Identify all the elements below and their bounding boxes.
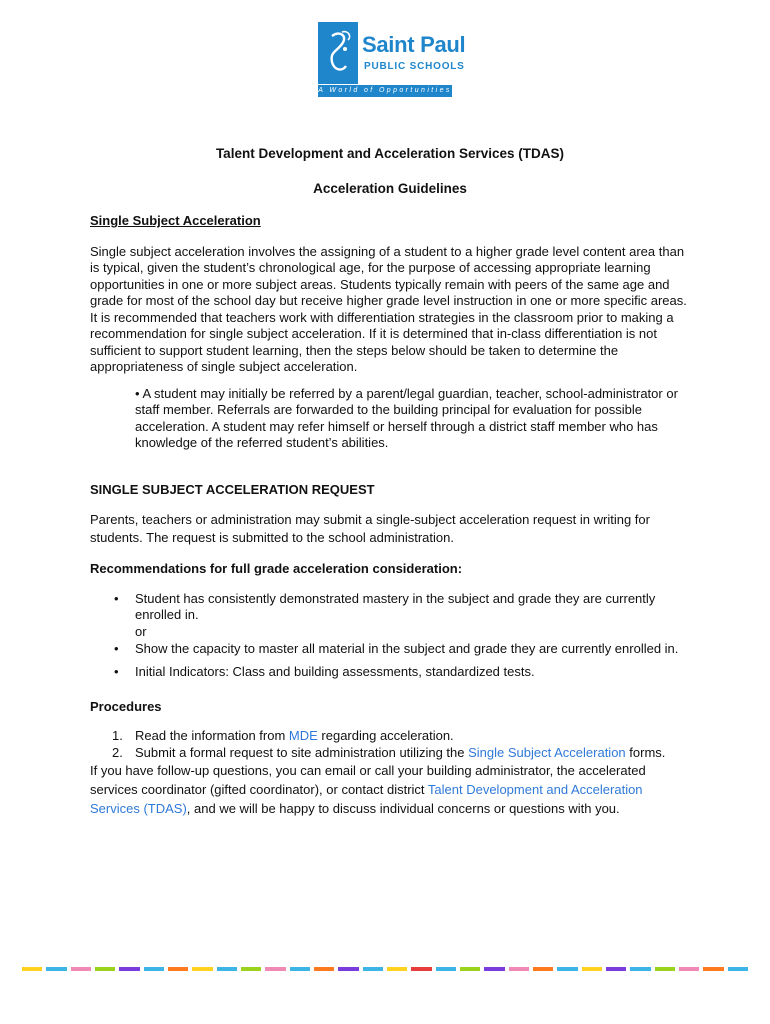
sp-emblem-icon (318, 22, 358, 84)
logo-subtitle: PUBLIC SCHOOLS (364, 61, 465, 72)
closing-paragraph (90, 761, 690, 818)
footer-segment (606, 967, 626, 971)
logo (318, 22, 466, 98)
logo-tagline: A World of Opportunities (318, 85, 452, 97)
closing-text: If you have follow-up questions, you can email or call your building administrator, the accelerated services coordinator (gifted coordinator), or contact district (90, 763, 646, 797)
logo-name: Saint Paul (362, 32, 466, 57)
footer-segment (533, 967, 553, 971)
closing-text-end: , and we will be happy to discuss individual concerns or questions with you. (186, 801, 620, 816)
list-item (90, 664, 690, 681)
footer-segment (679, 967, 699, 971)
footer-segment (582, 967, 602, 971)
list-item (90, 591, 690, 624)
list-item (90, 745, 690, 762)
footer-segment (22, 967, 42, 971)
footer-segment (728, 967, 748, 971)
page-title: Talent Development and Acceleration Services (TDAS) (215, 146, 565, 161)
procedures-heading: Procedures (90, 698, 162, 714)
footer-segment (144, 967, 164, 971)
footer-segment (71, 967, 91, 971)
footer-segment (484, 967, 504, 971)
step-2-text-end: forms. (625, 744, 666, 760)
rec-text-1: Student has consistently demonstrated mastery in the subject and grade they are currently enrolled in. (135, 590, 656, 622)
request-paragraph: Parents, teachers or administration may submit a single-subject acceleration request in writing for students. The request is submitted to the school administration. (90, 512, 650, 545)
step-number: 1. (112, 728, 123, 743)
rec-text-2: Show the capacity to master all material in the subject and grade they are currently enrolled in. (135, 641, 679, 656)
footer-color-bar (22, 967, 748, 971)
footer-segment (363, 967, 383, 971)
procedures-list (90, 728, 690, 761)
or-separator (90, 624, 690, 641)
footer-segment (460, 967, 480, 971)
footer-segment (217, 967, 237, 971)
footer-segment (46, 967, 66, 971)
footer-segment (703, 967, 723, 971)
intro-paragraph: Single subject acceleration involves the assigning of a student to a higher grade level content area than is typical, given the student’s chronological age, for the purpose of accessing appropriate learning opportunities in one or more subject areas. Students typically remain with peers of the same age and grade for most of the school day but receive higher grade level instruction in one or more specific areas. It is recommended that teachers work with differentiation strategies in the classroom prior to making a recommendation for single subject acceleration. If it is determined that in-class differentiation is not sufficient to support student learning, then the steps below should be taken to determine the appropriateness of single subject acceleration. (90, 243, 687, 374)
or-text: or (135, 623, 147, 639)
step-2-text: Submit a formal request to site administration utilizing the (135, 744, 469, 760)
document-body (90, 140, 690, 818)
bullet-icon: • (114, 641, 119, 656)
footer-segment (314, 967, 334, 971)
footer-segment (241, 967, 261, 971)
footer-segment (290, 967, 310, 971)
bullet-icon: • (114, 664, 119, 679)
referral-bullet: • A student may initially be referred by a parent/legal guardian, teacher, school-administrator or staff member. Referrals are forwarded to the building principal for evaluation for possible acceleration. A student may refer himself or herself through a district staff member who has knowledge of the referred student’s abilities. (135, 385, 678, 450)
single-subject-acceleration-link[interactable]: Single Subject Acceleration (468, 744, 626, 760)
footer-segment (557, 967, 577, 971)
footer-segment (265, 967, 285, 971)
step-1-text-end: regarding acceleration. (317, 728, 454, 743)
bullet-icon: • (114, 590, 119, 606)
rec-text-3: Initial Indicators: Class and building assessments, standardized tests. (135, 664, 535, 679)
request-heading: SINGLE SUBJECT ACCELERATION REQUEST (90, 481, 375, 497)
footer-segment (95, 967, 115, 971)
step-1-text: Read the information from (135, 728, 289, 743)
page-subtitle: Acceleration Guidelines (313, 180, 467, 196)
footer-segment (509, 967, 529, 971)
footer-segment (411, 967, 431, 971)
recommendations-heading: Recommendations for full grade acceleration consideration: (90, 561, 463, 576)
step-number: 2. (112, 744, 123, 760)
list-item (90, 640, 690, 658)
footer-segment (436, 967, 456, 971)
footer-segment (387, 967, 407, 971)
recommendations-list (90, 591, 690, 681)
footer-segment (192, 967, 212, 971)
footer-segment (630, 967, 650, 971)
list-item (90, 728, 690, 745)
mde-link[interactable]: MDE (288, 728, 318, 743)
footer-segment (119, 967, 139, 971)
section-heading-single-subject: Single Subject Acceleration (90, 213, 261, 228)
logo-mark (318, 22, 358, 84)
tdas-link[interactable]: Talent Development and Acceleration Services (TDAS) (90, 782, 643, 816)
footer-segment (655, 967, 675, 971)
footer-segment (168, 967, 188, 971)
footer-segment (338, 967, 358, 971)
